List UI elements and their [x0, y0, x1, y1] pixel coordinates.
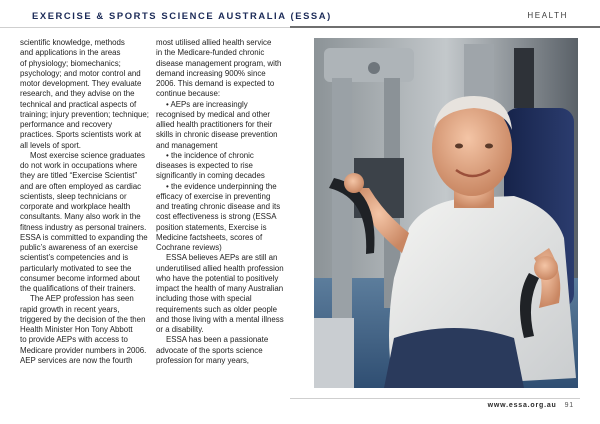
text-line: performance and recovery [20, 120, 113, 129]
text-line: triggered by the decision of the then [20, 314, 146, 324]
text-line: all levels of sport. [20, 140, 81, 150]
text-line: cost effectiveness is strong (ESSA [156, 212, 277, 222]
text-line: including those with special [156, 294, 252, 304]
text-line: disease management program, with [156, 58, 282, 68]
text-line: recognised by medical and other [156, 109, 271, 119]
text-line: impact the health of many Australian [156, 284, 284, 293]
text-line: rapid growth in recent years, [20, 304, 120, 314]
header-rule-accent [290, 26, 600, 28]
text-line: Medicine factsheets, scores of [156, 232, 263, 242]
bullet-line: • AEPs are increasingly [166, 99, 248, 109]
text-line: who have the potential to positively [156, 273, 279, 283]
text-line: fitness industry as personal trainers. [20, 222, 147, 232]
page-footer [488, 402, 574, 409]
text-line: particularly motivated to see the [20, 263, 132, 273]
text-line: practices. Sports scientists work at [20, 130, 142, 140]
text-column-left [20, 38, 156, 366]
text-line: allied health practitioners for their [156, 120, 273, 129]
text-line: public’s awareness of an exercise [20, 243, 138, 252]
text-line: Cochrane reviews) [156, 243, 222, 252]
text-line: and treating chronic disease and its [156, 202, 281, 211]
text-line: Most exercise science graduates [30, 150, 145, 160]
text-line: diseases is expected to rise [156, 161, 253, 170]
text-line: technical and practical aspects of [20, 99, 137, 109]
footer-url: www.essa.org.au [487, 402, 557, 409]
section-label: HEALTH [527, 11, 568, 20]
text-line: scientific knowledge, methods [20, 38, 125, 47]
page-header [0, 0, 600, 30]
text-line: to provide AEPs with access to [20, 335, 128, 345]
text-line: research, and they advise on the [20, 89, 135, 99]
text-line: profession for many years, [156, 355, 249, 365]
text-line: efficacy of exercise in preventing [156, 191, 271, 201]
text-column-middle [156, 38, 296, 366]
text-line: training; injury prevention; technique; [20, 109, 149, 119]
text-line: AEP services are now the fourth [20, 355, 133, 365]
text-line: corporate and workplace health [20, 202, 131, 211]
text-line: scientist’s competencies and is [20, 253, 129, 263]
text-line: most utilised allied health service [156, 38, 272, 47]
text-line: requirements such as older people [156, 304, 278, 314]
text-line: Health Minister Hon Tony Abbott [20, 325, 133, 334]
text-line: and applications in the areas [20, 48, 121, 58]
text-line: consumer become informed about [20, 273, 140, 283]
text-line: continue because: [156, 89, 221, 99]
text-line: ESSA believes AEPs are still an [166, 253, 278, 263]
text-line: motor development. They evaluate [20, 79, 142, 88]
text-line: significantly in coming decades [156, 171, 265, 181]
text-line: Medicare provider numbers in 2006. [20, 345, 147, 355]
text-line: ESSA is committed to expanding the [20, 232, 148, 242]
text-line: position statements, Exercise is [156, 222, 267, 232]
text-line: ESSA has been a passionate [166, 335, 269, 345]
text-line: the qualifications of their trainers. [20, 284, 136, 293]
text-line: they are titled “Exercise Scientist” [20, 171, 138, 181]
text-line: and those living with a mental illness [156, 314, 284, 324]
text-line: demand increasing 900% since [156, 68, 266, 78]
text-line: The AEP profession has seen [30, 294, 134, 304]
text-line: underutilised allied health profession [156, 263, 284, 273]
text-line: scientists, sleep technicians or [20, 191, 127, 201]
text-line: or a disability. [156, 325, 204, 334]
text-line: in the Medicare-funded chronic [156, 48, 265, 58]
text-line: advocate of the sports science [156, 345, 263, 355]
text-line: psychology; and motor control and [20, 68, 141, 78]
bullet-line: • the evidence underpinning the [166, 181, 277, 191]
page-number: 91 [564, 402, 574, 409]
text-line: skills in chronic disease prevention [156, 130, 278, 140]
text-line: do not work in occupations where [20, 161, 138, 170]
text-line: and management [156, 140, 218, 150]
text-line: and are often employed as cardiac [20, 181, 142, 191]
text-line: 2006. This demand is expected to [156, 79, 275, 88]
footer-rule [290, 398, 580, 399]
bullet-line: • the incidence of chronic [166, 150, 254, 160]
publication-title: EXERCISE & SPORTS SCIENCE AUSTRALIA (ESSA) [32, 10, 332, 21]
gym-photo [314, 38, 578, 388]
text-line: consultants. Many also work in the [20, 212, 141, 222]
text-line: of physiology; biomechanics; [20, 58, 121, 68]
